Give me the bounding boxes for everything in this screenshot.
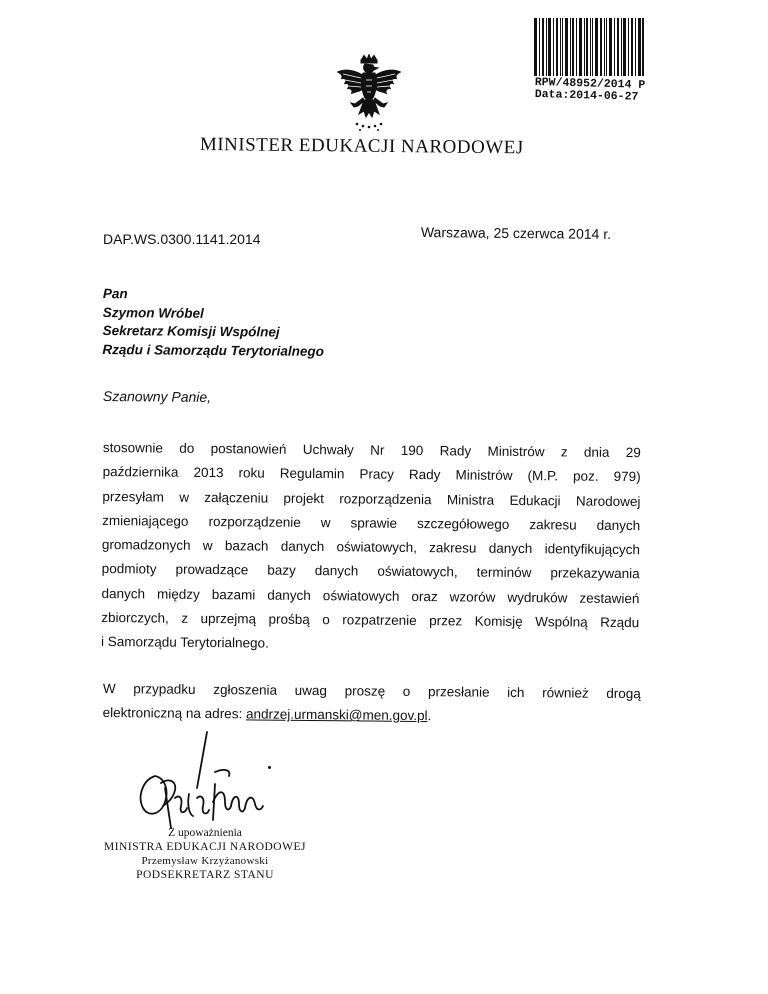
paragraph-line: przesyłam w załączeniu projekt rozporządzenia Ministra Edukacji Narodowej: [102, 488, 641, 509]
paragraph-line: zbiorczych, z uprzejmą prośbą o rozpatrzenie przez Komisję Wspólną Rządu: [101, 610, 640, 631]
paragraph-line: gromadzonych w bazach danych oświatowych, zakresu danych identyfikujących: [101, 537, 641, 558]
ink-dot: [268, 766, 271, 769]
recipient-name: Szymon Wróbel: [102, 304, 204, 321]
eagle-emblem-icon: [333, 54, 405, 136]
recipient-position: Sekretarz Komisji Wspólnej: [102, 322, 280, 340]
signatory-position: PODSEKRETARZ STANU: [136, 869, 274, 881]
signature-office: MINISTRA EDUKACJI NARODOWEJ: [104, 841, 306, 853]
email-prefix: elektroniczną na adres:: [102, 705, 247, 722]
ministry-title: MINISTER EDUKACJI NARODOWEJ: [199, 134, 524, 159]
registration-number: RPW/48952/2014 P: [534, 76, 646, 92]
salutation: Szanowny Panie,: [102, 388, 212, 405]
paragraph-line: danych między bazami danych oświatowych oraz wzorów wydruków zestawień: [101, 585, 640, 606]
signature-block: [100, 826, 310, 882]
paragraph-line-email: [103, 701, 641, 730]
paragraph-line: października 2013 roku Regulamin Pracy Rady Ministrów (M.P. poz. 979): [102, 464, 641, 485]
registration-date: Data:2014-06-27: [534, 88, 639, 104]
paragraph-line: zmieniającego rozporządzenie w sprawie szczegółowego zakresu danych: [102, 512, 641, 534]
place-date: Warszawa, 25 czerwca 2014 r.: [420, 224, 612, 242]
email-link[interactable]: andrzej.urmanski@men.gov.pl: [245, 706, 428, 724]
email-suffix: .: [427, 708, 432, 724]
barcode: [534, 18, 644, 76]
handwritten-signature: [125, 728, 295, 838]
signatory-name: Przemysław Krzyżanowski: [141, 855, 269, 867]
recipient-title: Pan: [102, 285, 128, 302]
paragraph-line: W przypadku zgłoszenia uwag proszę o przesłanie ich również drogą: [102, 680, 641, 702]
document-reference: DAP.WS.0300.1141.2014: [103, 231, 261, 247]
signature-authorization: Z upoważnienia: [168, 827, 242, 839]
paragraph-line: i Samorządu Terytorialnego.: [100, 634, 269, 651]
paragraph-line: podmioty prowadzące bazy danych oświatowych, terminów przekazywania: [101, 561, 640, 582]
body-paragraph-2: [103, 677, 641, 731]
paragraph-line: stosownie do postanowień Uchwały Nr 190 Rady Ministrów z dnia 29: [102, 439, 641, 461]
body-paragraph-1: [101, 436, 641, 660]
recipient-address: [102, 285, 324, 361]
recipient-institution: Rządu i Samorządu Terytorialnego: [102, 341, 325, 359]
